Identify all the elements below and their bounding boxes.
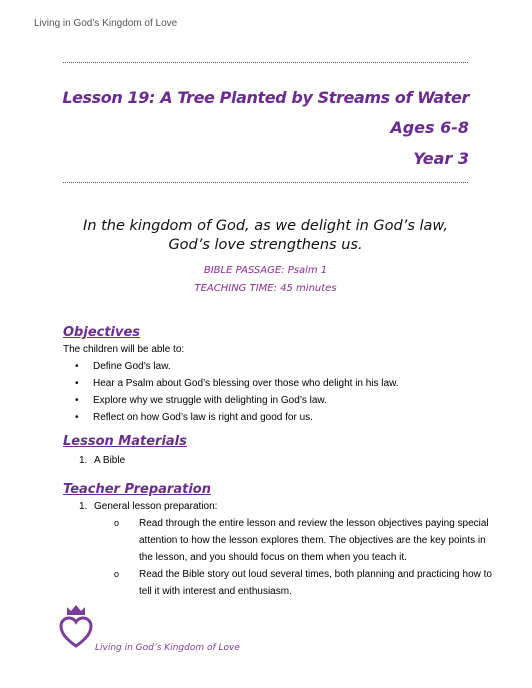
sub-item-line: Read the Bible story out loud several times, both planning and practicing how to [139, 569, 492, 580]
sub-item-line: attention to how the lesson explores them. The objectives are the key points in [139, 535, 486, 546]
materials-heading: Lesson Materials [63, 434, 187, 449]
sub-item-line: tell it with interest and enthusiasm. [139, 586, 292, 597]
preparation-item-text: General lesson preparation: [94, 501, 218, 512]
lesson-year: Year 3 [413, 149, 469, 168]
list-item [110, 515, 510, 566]
sub-item-line: the lesson, and you should focus on them when you teach it. [139, 552, 407, 563]
sub-item-line: Read through the entire lesson and review the lesson objectives paying special [139, 518, 489, 529]
materials-item-number: 1. [79, 455, 88, 466]
materials-item-text: A Bible [94, 455, 126, 466]
objectives-intro: The children will be able to: [63, 344, 185, 355]
top-divider [63, 62, 468, 63]
running-header: Living in God’s Kingdom of Love [34, 18, 178, 29]
list-item: • Hear a Psalm about God’s blessing over those who delight in his law. [63, 375, 483, 392]
list-item: • Reflect on how God’s law is right and good for us. [63, 409, 483, 426]
lesson-ages: Ages 6-8 [390, 118, 469, 137]
objectives-list [63, 358, 483, 426]
bottom-divider [63, 182, 468, 183]
preparation-sublist [110, 515, 510, 600]
sub-bullet-marker: o [114, 518, 120, 528]
bible-passage: BIBLE PASSAGE: Psalm 1 [203, 265, 328, 276]
crown-heart-logo [58, 604, 94, 650]
objectives-heading: Objectives [63, 325, 141, 340]
list-item [110, 566, 510, 600]
teaching-time: TEACHING TIME: 45 minutes [194, 283, 337, 294]
list-item: • Explore why we struggle with delighting in God’s law. [63, 392, 483, 409]
theme-statement [63, 217, 468, 255]
theme-line-2: God’s love strengthens us. [168, 237, 363, 253]
sub-bullet-marker: o [114, 569, 120, 579]
list-item: • Define God’s law. [63, 358, 483, 375]
theme-line-1: In the kingdom of God, as we delight in God’s law, [83, 218, 448, 234]
preparation-heading: Teacher Preparation [63, 482, 211, 497]
footer-text: Living in God’s Kingdom of Love [95, 643, 240, 653]
lesson-meta [63, 262, 468, 298]
preparation-item-number: 1. [79, 501, 88, 512]
lesson-title: Lesson 19: A Tree Planted by Streams of Water [62, 88, 469, 107]
